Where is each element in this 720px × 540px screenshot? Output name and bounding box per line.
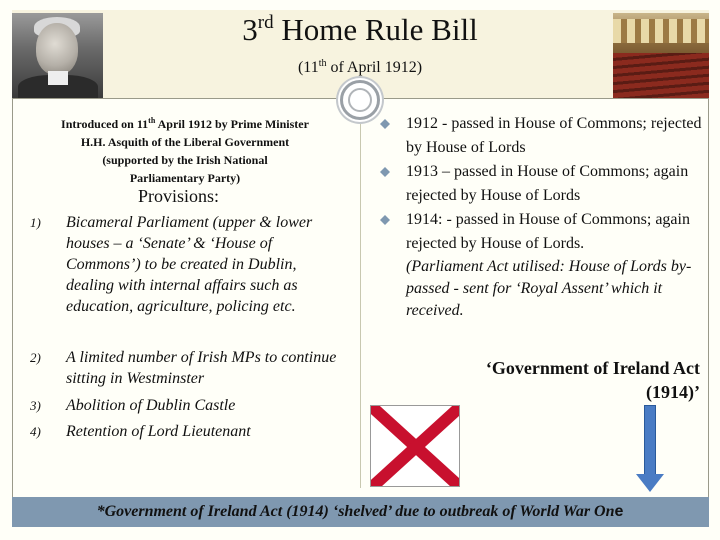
timeline-item: 1913 – passed in House of Commons; again rejected by House of Lords [378,160,708,208]
intro-text: Introduced on 11th April 1912 by Prime Minister H.H. Asquith of the Liberal Government (supported by the Irish National Parliamentary Party) [61,116,309,185]
diamond-bullet-icon [380,167,390,177]
slide-subtitle: (11th of April 1912) [297,58,423,76]
parliament-act-note: (Parliament Act utilised: House of Lords by-passed - sent for ‘Royal Assent’ which it received. [406,258,692,319]
frame-right [708,98,709,498]
timeline-item: 1914: - passed in House of Commons; again rejected by House of Lords. [378,208,708,256]
footer-text: *Government of Ireland Act (1914) ‘shelved’ due to outbreak of World War One [96,503,624,520]
slide: 3rd Home Rule Bill (11th of April 1912) Introduced on 11th April 1912 by Prime Minister H.H. Asquith of the Liberal Government (supported by the Irish National Parliamentary Party) Provisions: 1) Bicameral Parliament (upper & lower houses – a ‘Senate’ & ‘House of Commons’) to be created in Dublin, dealing with internal affairs such as education, agriculture, policing etc. 2) A limited number of Irish MPs to continue sitting in Westminster 3) Abolition of Dublin Castle 4) Retention of Lord Lieutenant 1912 - passed in House of Commons; rejected by House of Lords 1913 – passed in House of Commons; again rejected by House of Lords 1914: - passed in House of Commons; again rejected by House of Lords. (Parliament Act utilised: House of Lords by-passed - sent for ‘Royal Assent’ which it received. ‘Government of Ireland Act (1914)’ *Government of Ireland Act (1914) ‘shelved’ due to outbreak of World War One [0,0,720,540]
column-divider [360,108,361,488]
timeline-list [378,112,708,256]
diamond-bullet-icon [380,119,390,129]
down-arrow-icon [644,405,656,475]
slide-title: 3rd Home Rule Bill [242,12,478,47]
provisions-heading: Provisions: [138,186,220,206]
diamond-bullet-icon [380,215,390,225]
act-title: ‘Government of Ireland Act (1914)’ [485,358,700,402]
st-patricks-saltire-flag [370,405,460,487]
timeline-item: 1912 - passed in House of Commons; rejected by House of Lords [378,112,708,160]
flag-cross-icon [371,406,460,487]
frame-left [12,98,13,498]
down-arrow-head-icon [636,474,664,492]
medallion-ornament [340,80,380,120]
